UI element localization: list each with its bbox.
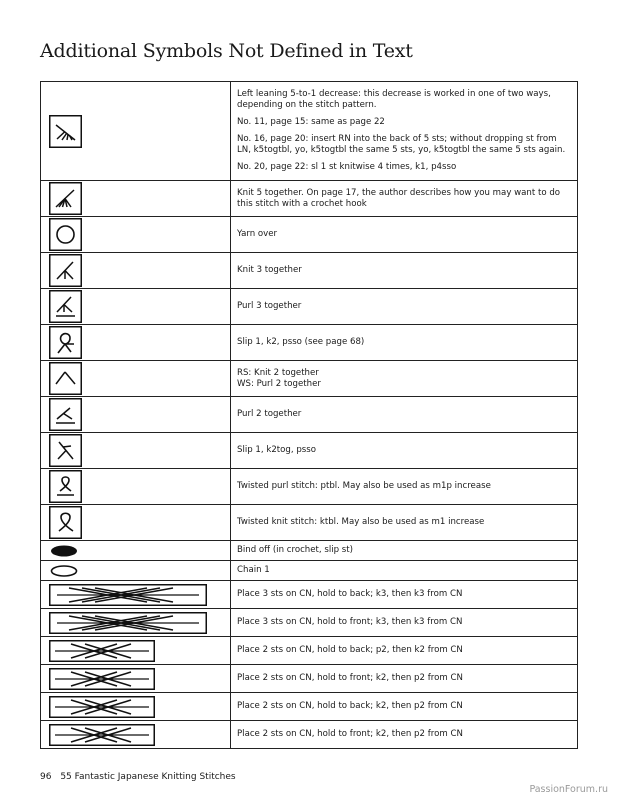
symbol-cell [41, 541, 231, 561]
table-row [41, 693, 578, 721]
table-row [41, 325, 578, 361]
description-cell [231, 433, 578, 469]
description-cell [231, 181, 578, 217]
description-text: Slip 1, k2tog, psso [237, 445, 317, 455]
description-text: Twisted purl stitch: ptbl. May also be used as m1p increase [237, 481, 491, 491]
symbol-cell [41, 637, 231, 665]
knit-2-together-icon [49, 362, 82, 395]
description-text: Yarn over [237, 229, 278, 239]
description-text: Left leaning 5-to-1 decrease: this decrease is worked in one of two ways, depending on the stitch pattern. [237, 89, 551, 110]
table-row [41, 721, 578, 749]
table-row [41, 637, 578, 665]
table-row [41, 561, 578, 581]
description-text: Bind off (in crochet, slip st) [237, 545, 354, 555]
description-text: Knit 5 together. On page 17, the author describes how you may want to do this stitch with a crochet hook [237, 187, 561, 209]
symbol-cell [41, 693, 231, 721]
symbol-cell [41, 82, 231, 181]
description-cell [231, 505, 578, 541]
description-text: Purl 2 together [237, 409, 302, 419]
symbol-cell [41, 433, 231, 469]
description-cell [231, 82, 578, 181]
symbol-cell [41, 253, 231, 289]
knit-3-together-icon [49, 254, 82, 287]
symbol-cell [41, 665, 231, 693]
symbol-cell [41, 469, 231, 505]
description-cell [231, 665, 578, 693]
description-cell [231, 325, 578, 361]
yarn-over-icon [49, 218, 82, 251]
symbol-cell [41, 505, 231, 541]
book-title: 55 Fantastic Japanese Knitting Stitches [60, 772, 236, 782]
description-text: Knit 3 together [237, 265, 302, 275]
description-text: Chain 1 [237, 565, 270, 575]
symbol-cell [41, 217, 231, 253]
description-cell [231, 693, 578, 721]
description-cell [231, 581, 578, 609]
symbol-cell [41, 721, 231, 749]
symbol-cell [41, 561, 231, 581]
2-over-2-cable-front-purl-icon [49, 668, 155, 690]
page-footer [40, 772, 236, 782]
page-title: Additional Symbols Not Defined in Text [40, 40, 413, 62]
left-leaning-5-to-1-decrease-icon [49, 115, 82, 148]
twisted-knit-stitch-icon [49, 506, 82, 539]
description-cell [231, 721, 578, 749]
purl-2-together-icon [49, 398, 82, 431]
description-text: Place 3 sts on CN, hold to front; k3, then k3 from CN [237, 617, 463, 627]
description-cell [231, 469, 578, 505]
symbol-cell [41, 181, 231, 217]
slip-1-k2-psso-icon [49, 326, 82, 359]
twisted-purl-stitch-icon [49, 470, 82, 503]
description-text: RS: Knit 2 together [237, 367, 319, 378]
knit-5-together-icon [49, 182, 82, 215]
description-text: Purl 3 together [237, 301, 302, 311]
description-cell [231, 361, 578, 397]
watermark: PassionForum.ru [529, 784, 608, 795]
table-row [41, 253, 578, 289]
symbol-cell [41, 581, 231, 609]
chain-1-icon [49, 564, 79, 578]
description-cell [231, 637, 578, 665]
description-cell [231, 253, 578, 289]
symbol-cell [41, 289, 231, 325]
2-over-2-cable-front-icon [49, 724, 155, 746]
description-text: WS: Purl 2 together [237, 378, 321, 389]
symbol-cell [41, 325, 231, 361]
description-cell [231, 609, 578, 637]
table-row [41, 82, 578, 181]
description-cell [231, 561, 578, 581]
2-over-2-cable-back-purl-icon [49, 640, 155, 662]
table-row [41, 581, 578, 609]
description-text: Place 2 sts on CN, hold to front; k2, then p2 from CN [237, 673, 463, 683]
description-text: No. 20, page 22: sl 1 st knitwise 4 times, k1, p4sso [237, 162, 457, 172]
page-number: 96 [40, 772, 52, 782]
symbols-table [40, 81, 578, 749]
description-text: Place 3 sts on CN, hold to back; k3, then k3 from CN [237, 589, 463, 599]
table-row [41, 433, 578, 469]
description-text: Slip 1, k2, psso (see page 68) [237, 337, 365, 347]
description-text: Place 2 sts on CN, hold to front; k2, then p2 from CN [237, 729, 463, 739]
symbol-cell [41, 609, 231, 637]
table-row [41, 609, 578, 637]
3-over-3-cable-front-icon [49, 612, 207, 634]
description-text: Place 2 sts on CN, hold to back; k2, then p2 from CN [237, 701, 463, 711]
description-cell [231, 397, 578, 433]
symbols-table-body [41, 82, 578, 749]
description-cell [231, 541, 578, 561]
table-row [41, 665, 578, 693]
table-row [41, 541, 578, 561]
2-over-2-cable-back-icon [49, 696, 155, 718]
symbol-cell [41, 397, 231, 433]
table-row [41, 217, 578, 253]
symbol-cell [41, 361, 231, 397]
description-text: No. 11, page 15: same as page 22 [237, 117, 385, 127]
3-over-3-cable-back-icon [49, 584, 207, 606]
description-text: Place 2 sts on CN, hold to back; p2, then k2 from CN [237, 645, 463, 655]
table-row [41, 505, 578, 541]
slip-1-k2tog-psso-icon [49, 434, 82, 467]
description-text: Twisted knit stitch: ktbl. May also be used as m1 increase [237, 517, 485, 527]
table-row [41, 361, 578, 397]
description-cell [231, 289, 578, 325]
description-text: No. 16, page 20: insert RN into the back of 5 sts; without dropping st from LN, k5togtbl, yo, k5togtbl the same 5 sts, yo, k5togtbl the same 5 sts again. [237, 134, 566, 155]
table-row [41, 469, 578, 505]
bind-off-icon [49, 544, 79, 558]
table-row [41, 397, 578, 433]
table-row [41, 289, 578, 325]
description-cell [231, 217, 578, 253]
purl-3-together-icon [49, 290, 82, 323]
table-row [41, 181, 578, 217]
